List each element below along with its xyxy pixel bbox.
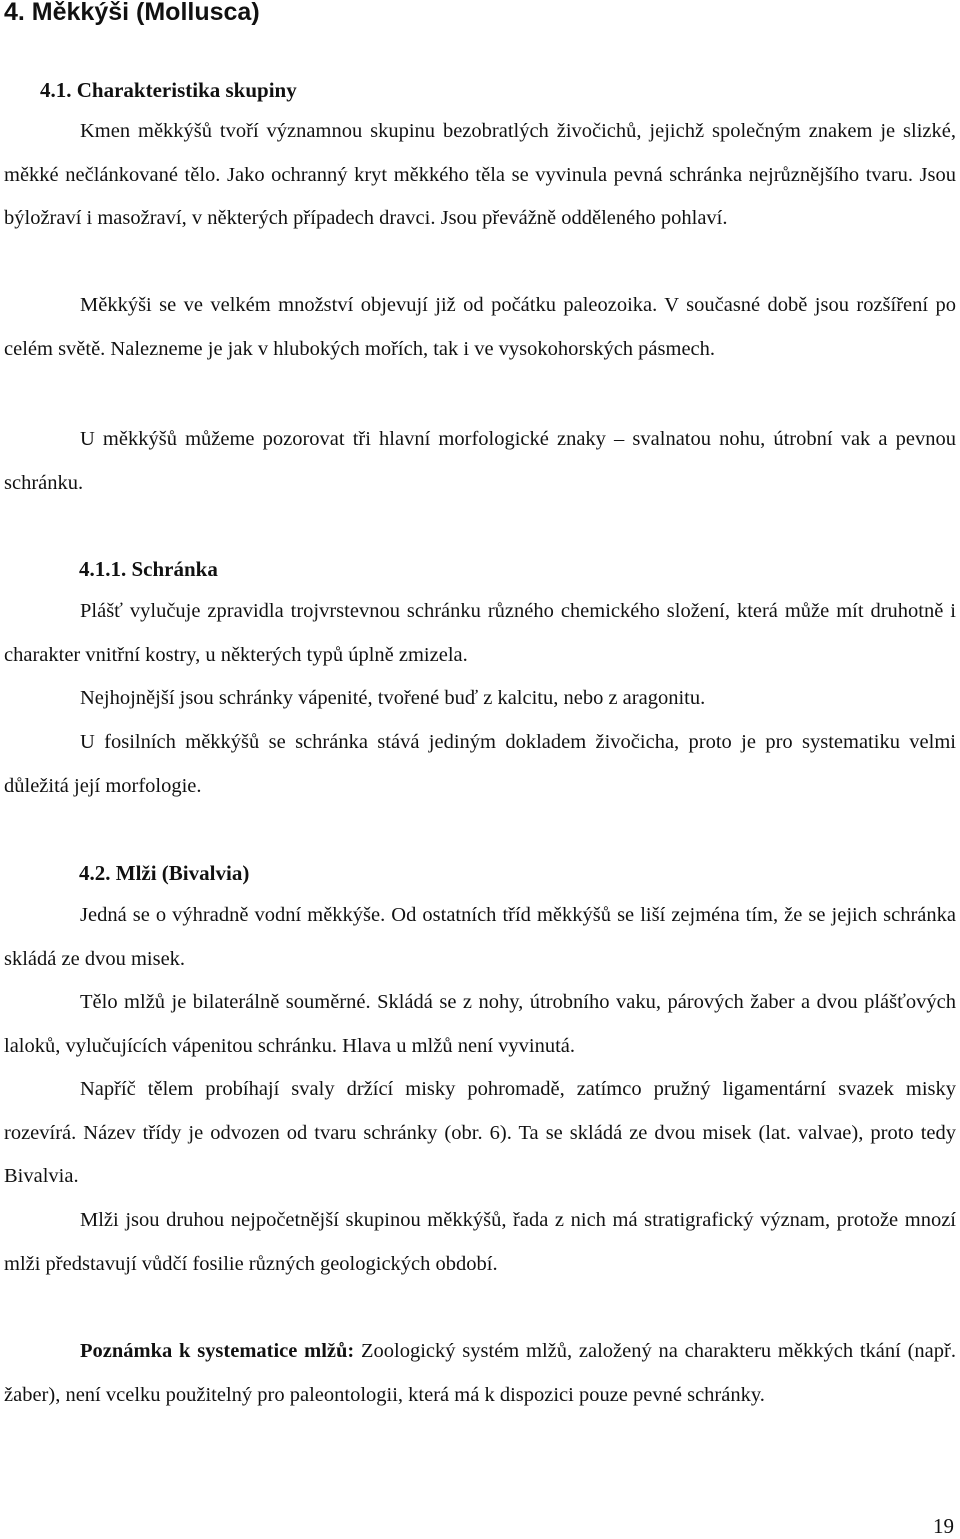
section-heading-4-1-1: 4.1.1. Schránka bbox=[79, 557, 218, 581]
paragraph-body: Mlži jsou druhou nejpočetnější skupinou měkkýšů, řada z nich má stratigrafický význam, protože mnozí mlži představují vůdčí fosilie různých geologických období. bbox=[4, 1209, 956, 1275]
paragraph-body: U fosilních měkkýšů se schránka stává jediným dokladem živočicha, proto je pro systematiku velmi důležitá její morfologie. bbox=[4, 731, 956, 797]
paragraph-body: Tělo mlžů je bilaterálně souměrné. Skládá se z nohy, útrobního vaku, párových žaber a dvou plášťových laloků, vylučujících vápenitou schránku. Hlava u mlžů není vyvinutá. bbox=[4, 991, 956, 1057]
section-heading-4-2: 4.2. Mlži (Bivalvia) bbox=[79, 861, 250, 885]
paragraph-body: Napříč tělem probíhají svaly držící misky pohromadě, zatímco pružný ligamentární svazek misky rozevírá. Název třídy je odvozen od tvaru schránky (obr. 6). Ta se skládá ze dvou misek (lat. valvae), proto tedy Bivalvia. bbox=[4, 1078, 956, 1188]
paragraph-body: Plášť vylučuje zpravidla trojvrstevnou schránku různého chemického složení, která může mít druhotně i charakter vnitřní kostry, u některých typů úplně zmizela. bbox=[4, 600, 956, 666]
paragraph-body: Měkkýši se ve velkém množství objevují již od počátku paleozoika. V současné době jsou rozšíření po celém světě. Nalezneme je jak v hlubokých mořích, tak i ve vysokohorských pásmech. bbox=[4, 294, 956, 360]
paragraph-body: Nejhojnější jsou schránky vápenité, tvořené buď z kalcitu, nebo z aragonitu. bbox=[80, 687, 706, 709]
note-text: Zoologický systém mlžů, založený na charakteru měkkých tkání (např. žaber), není vcelku použitelný pro paleontologii, která má k dispozici pouze pevné schránky. bbox=[4, 1340, 956, 1406]
paragraph-body: Jedná se o výhradně vodní měkkýše. Od ostatních tříd měkkýšů se liší zejména tím, že se jejich schránka skládá ze dvou misek. bbox=[4, 904, 956, 970]
note-label: Poznámka k systematice mlžů: bbox=[80, 1340, 355, 1362]
page-number: 19 bbox=[933, 1514, 954, 1538]
systematics-note bbox=[4, 1330, 956, 1417]
paragraph-body: Kmen měkkýšů tvoří významnou skupinu bezobratlých živočichů, jejichž společným znakem je slizké, měkké nečlánkované tělo. Jako ochranný kryt měkkého těla se vyvinula pevná schránka nejrůznějšího tvaru. Jsou býložraví i masožraví, v některých případech dravci. Jsou převážně odděleného pohlaví. bbox=[4, 120, 956, 230]
paragraph-body: U měkkýšů můžeme pozorovat tři hlavní morfologické znaky – svalnatou nohu, útrobní vak a pevnou schránku. bbox=[4, 428, 956, 494]
section-heading-4-1: 4.1. Charakteristika skupiny bbox=[40, 78, 297, 102]
chapter-title: 4. Měkkýši (Mollusca) bbox=[4, 0, 260, 26]
